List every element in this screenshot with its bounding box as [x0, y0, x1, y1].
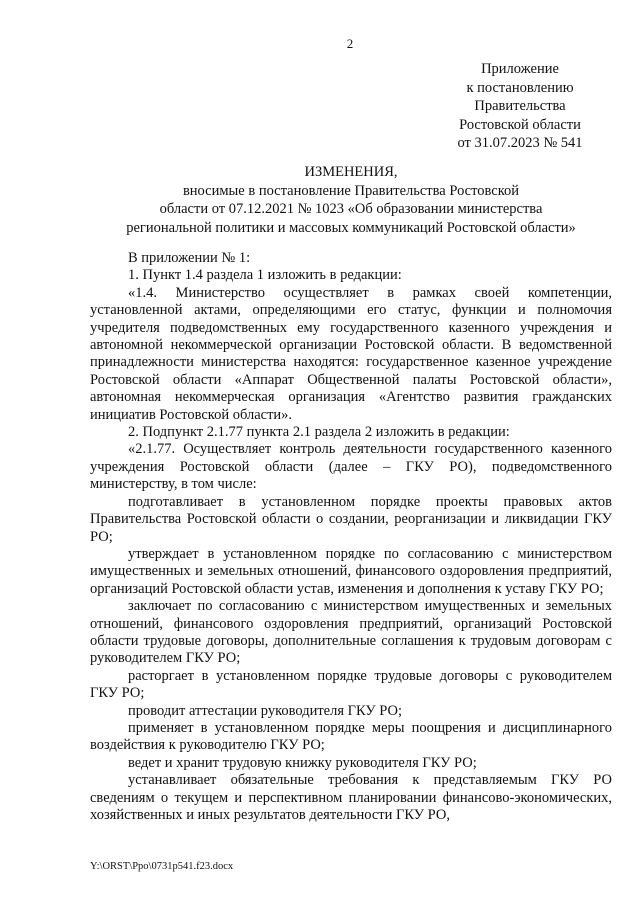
paragraph: устанавливает обязательные требования к представляемым ГКУ РО сведениям о текущем и перспективном планировании финансово-экономических, хозяйственных и иных результатов деятельности ГКУ РО, — [90, 772, 612, 823]
paragraph: ведет и хранит трудовую книжку руководителя ГКУ РО; — [128, 754, 477, 771]
appendix-line: от 31.07.2023 № 541 — [457, 135, 583, 151]
title-line: региональной политики и массовых коммуникаций Ростовской области» — [126, 219, 576, 236]
paragraph: заключает по согласованию с министерством имущественных и земельных отношений, финансового оздоровления предприятий, организаций Ростовской области трудовые договоры, дополнительные соглашения к трудовым договорам с руководителем ГКУ РО; — [90, 598, 612, 667]
title-line: области от 07.12.2021 № 1023 «Об образовании министерства — [159, 201, 543, 217]
page-number: 2 — [346, 36, 354, 51]
document-body — [90, 250, 612, 824]
appendix-line: Правительства — [474, 98, 566, 114]
paragraph: «1.4. Министерство осуществляет в рамках своей компетенции, установленной актами, определяющими его статус, функции и полномочия учредителя подведомственных ему государственного казенного учреждения и автономной некоммерческой организации Ростовской области. В ведомственной принадлежности министерства находятся: государственное казенное учреждение Ростовской области «Аппарат Общественной палаты Ростовской области», автономная некоммерческая организация «Агентство развития гражданских инициатив Ростовской области». — [90, 284, 612, 423]
title-line: вносимые в постановление Правительства Ростовской — [182, 182, 520, 199]
appendix-block — [420, 60, 620, 153]
appendix-line: к постановлению — [466, 79, 574, 96]
paragraph: проводит аттестации руководителя ГКУ РО; — [128, 702, 403, 719]
paragraph: 1. Пункт 1.4 раздела 1 изложить в редакции: — [128, 267, 402, 284]
paragraph: применяет в установленном порядке меры поощрения и дисциплинарного воздействия к руководителю ГКУ РО; — [90, 719, 612, 754]
paragraph: В приложении № 1: — [128, 250, 251, 266]
appendix-line: Ростовской области — [459, 116, 581, 133]
paragraph: «2.1.77. Осуществляет контроль деятельности государственного казенного учреждения Ростовской области (далее – ГКУ РО), подведомственного министерству, в том числе: — [90, 441, 612, 493]
paragraph: подготавливает в установленном порядке проекты правовых актов Правительства Ростовской области о создании, реорганизации и ликвидации ГКУ РО; — [90, 493, 612, 545]
file-path-footer: Y:\ORST\Ppo\0731p541.f23.docx — [90, 861, 234, 872]
document-title — [90, 163, 612, 237]
paragraph: расторгает в установленном порядке трудовые договоры с руководителем ГКУ РО; — [90, 667, 612, 702]
appendix-line: Приложение — [481, 61, 559, 77]
paragraph: утверждает в установленном порядке по согласованию с министерством имущественных и земельных отношений, финансового оздоровления предприятий, организаций Ростовской области устав, изменения и дополнения к уставу ГКУ РО; — [90, 545, 612, 597]
paragraph: 2. Подпункт 2.1.77 пункта 2.1 раздела 2 изложить в редакции: — [128, 424, 510, 441]
title-heading: ИЗМЕНЕНИЯ, — [304, 164, 398, 180]
